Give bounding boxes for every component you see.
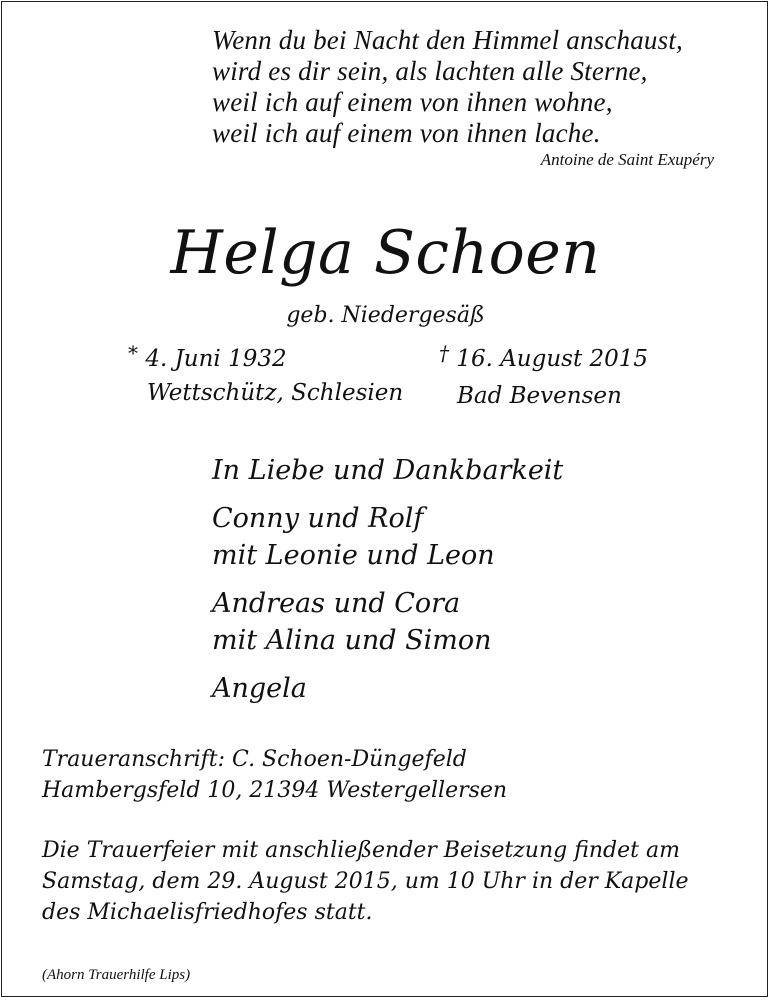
mourners [212,452,563,718]
deceased-name: Helga Schoen [170,218,601,288]
ceremony-notice [42,835,689,928]
mourner-group [212,670,563,707]
birth-place: Wettschütz, Schlesien [147,380,404,406]
poem [212,25,683,149]
condolence-address [42,744,507,806]
birth-symbol: * [128,341,138,365]
mourner-line: Andreas und Cora [212,588,461,619]
poem-line: Wenn du bei Nacht den Himmel anschaust, [212,25,683,55]
address-line: Hambergsfeld 10, 21394 Westergellersen [42,778,508,803]
poem-line: wird es dir sein, als lachten alle Sterne, [212,56,648,86]
poem-line: weil ich auf einem von ihnen wohne, [212,87,613,117]
cross-symbol: † [439,341,449,365]
death-date: 16. August 2015 [456,346,649,372]
mourner-group [212,500,563,574]
address-line: Traueranschrift: C. Schoen-Düngefeld [42,747,467,772]
birth-name: geb. Niedergesäß [286,303,485,328]
ceremony-line: Samstag, dem 29. August 2015, um 10 Uhr in der Kapelle [42,869,689,894]
birth-date: 4. Juni 1932 [145,346,287,372]
mourner-line: Conny und Rolf [212,503,424,534]
mourner-line: mit Alina und Simon [212,625,492,656]
ceremony-line: des Michaelisfriedhofes statt. [42,900,373,925]
mourner-line: Angela [212,673,307,704]
mourner-group [212,585,563,659]
mourners-intro: In Liebe und Dankbarkeit [212,455,564,486]
birth-date-line [128,341,287,372]
ceremony-line: Die Trauerfeier mit anschließender Beisetzung findet am [42,838,680,863]
poem-author: Antoine de Saint Exupéry [540,150,714,169]
poem-line: weil ich auf einem von ihnen lache. [212,118,601,148]
mourner-line: mit Leonie und Leon [212,540,495,571]
death-date-line [439,341,649,372]
death-place: Bad Bevensen [457,383,622,409]
funeral-home-credit: (Ahorn Trauerhilfe Lips) [42,967,191,983]
